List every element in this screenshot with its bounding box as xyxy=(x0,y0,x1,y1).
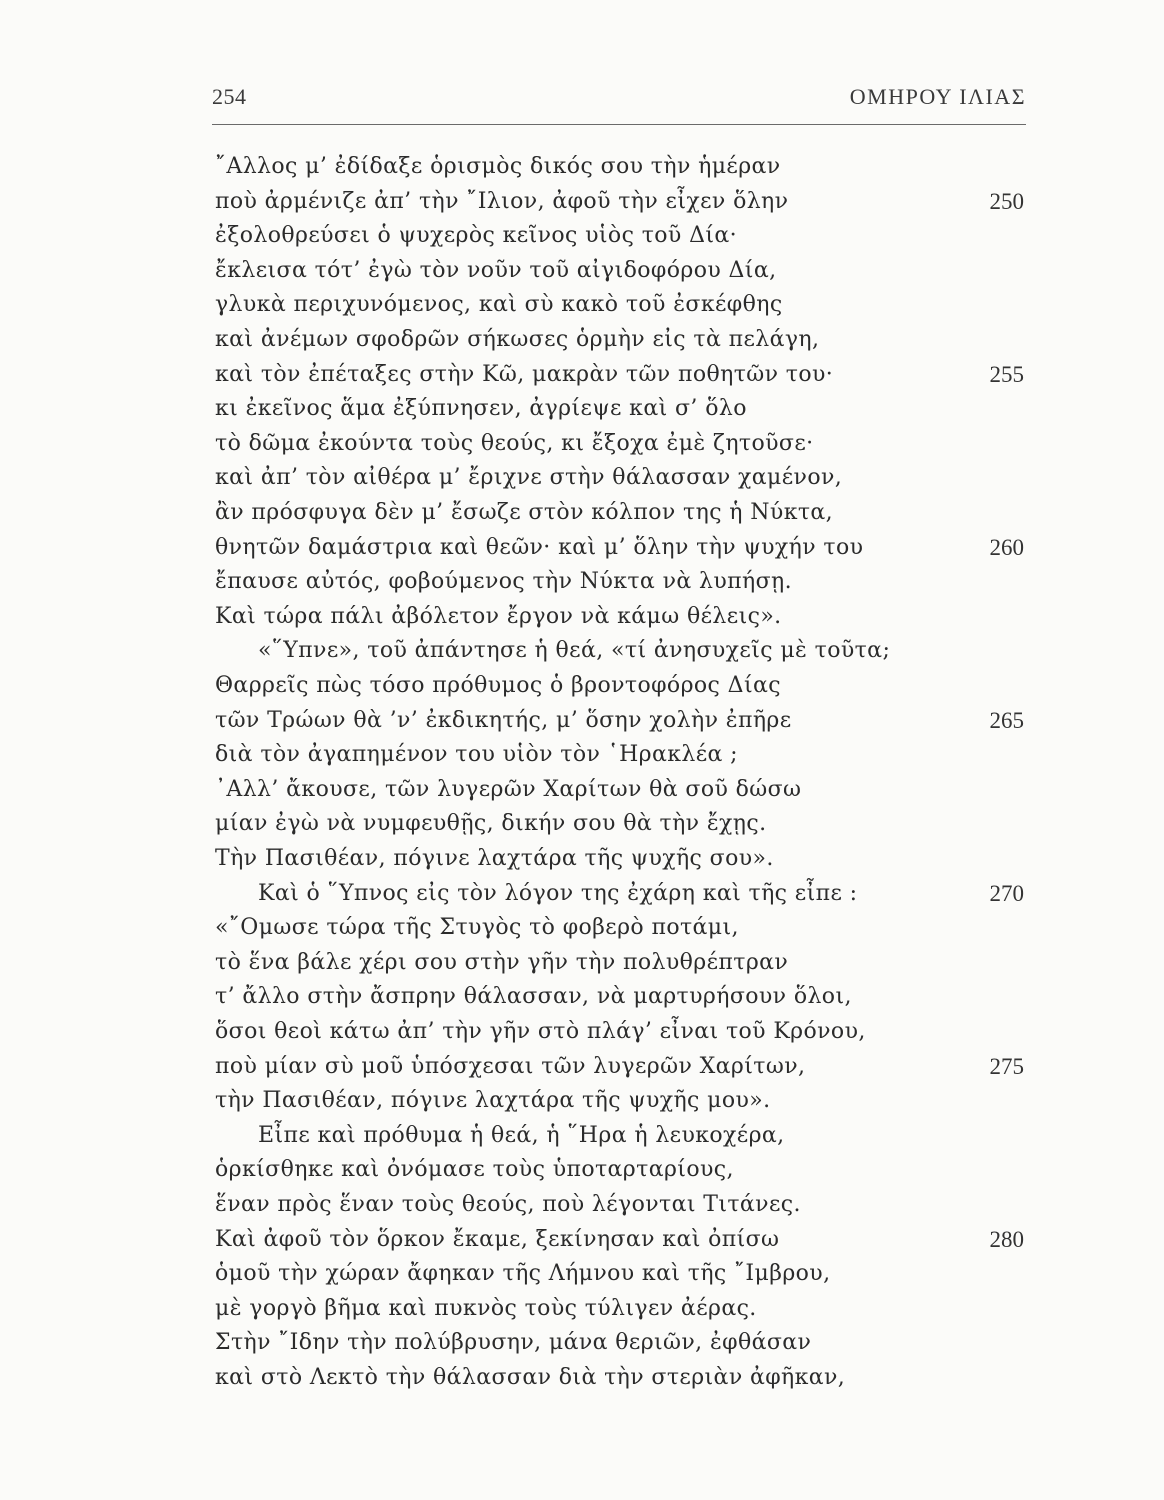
verse-line xyxy=(0,740,1164,774)
verse-line xyxy=(0,463,1164,497)
page-number: 254 xyxy=(212,84,247,109)
verse-number: 265 xyxy=(989,707,1024,733)
verse-number: 275 xyxy=(989,1053,1024,1079)
verse-line xyxy=(0,844,1164,878)
verse-text: Καὶ ἀφοῦ τὸν ὅρκον ἔκαμε, ξεκίνησαν καὶ ὀπίσω xyxy=(215,1226,780,1252)
running-title: ΟΜΗΡΟΥ ΙΛΙΑΣ xyxy=(849,84,1026,109)
verse-line xyxy=(0,636,1164,670)
verse-text: θνητῶν δαμάστρια καὶ θεῶν· καὶ μ’ ὅλην τὴν ψυχήν του xyxy=(215,534,864,560)
verse-line xyxy=(0,567,1164,601)
verse-text: ὁρκίσθηκε καὶ ὀνόμασε τοὺς ὑποταρταρίους, xyxy=(215,1157,734,1183)
verse-text: Στὴν ῎Ιδην τὴν πολύβρυσην, μάνα θεριῶν, ἐφθάσαν xyxy=(215,1330,812,1356)
verse-line xyxy=(0,1155,1164,1189)
verse-number: 250 xyxy=(989,188,1024,214)
verse-text: τὸ ἕνα βάλε χέρι σου στὴν γῆν τὴν πολυθρέπτραν xyxy=(215,949,789,975)
verse-text: καὶ ἀπ’ τὸν αἰθέρα μ’ ἔριχνε στὴν θάλασσαν χαμένον, xyxy=(215,465,843,491)
verse-text: τ’ ἄλλο στὴν ἄσπρην θάλασσαν, νὰ μαρτυρήσουν ὅλοι, xyxy=(215,984,852,1010)
verse-text: «῞Υπνε», τοῦ ἀπάντησε ἡ θεά, «τί ἀνησυχεῖς μὲ τοῦτα; xyxy=(258,638,891,664)
verse-line xyxy=(0,1121,1164,1155)
verse-line xyxy=(0,1086,1164,1120)
verse-text: μίαν ἐγὼ νὰ νυμφευθῇς, δικήν σου θὰ τὴν ἔχῃς. xyxy=(215,811,767,837)
verse-line xyxy=(0,1328,1164,1362)
verse-text: «῎Ομωσε τώρα τῆς Στυγὸς τὸ φοβερὸ ποτάμι, xyxy=(215,915,739,941)
verse-text: κι ἐκεῖνος ἅμα ἐξύπνησεν, ἀγρίεψε καὶ σ’ ὅλο xyxy=(215,396,747,422)
verse-line xyxy=(0,913,1164,947)
verse-line xyxy=(0,533,1164,567)
verse-line xyxy=(0,1294,1164,1328)
verse-text: ἔπαυσε αὐτός, φοβούμενος τὴν Νύκτα νὰ λυπήσῃ. xyxy=(215,569,792,595)
verse-text: Καὶ τώρα πάλι ἀβόλετον ἔργον νὰ κάμω θέλεις». xyxy=(215,603,782,629)
verse-line xyxy=(0,360,1164,394)
verse-text: ἂν πρόσφυγα δὲν μ’ ἔσωζε στὸν κόλπον της ἡ Νύκτα, xyxy=(215,500,834,525)
verse-line xyxy=(0,325,1164,359)
verse-text: ὁμοῦ τὴν χώραν ἄφηκαν τῆς Λήμνου καὶ τῆς ῎Ιμβρου, xyxy=(215,1261,831,1287)
verse-text: τὸ δῶμα ἐκούντα τοὺς θεούς, κι ἔξοχα ἐμὲ ζητοῦσε· xyxy=(215,430,814,456)
verse-line xyxy=(0,706,1164,740)
verse-number: 270 xyxy=(989,880,1024,906)
verse-text: μὲ γοργὸ βῆμα καὶ πυκνὸς τοὺς τύλιγεν ἀέρας. xyxy=(215,1295,757,1321)
verse-text: διὰ τὸν ἀγαπημένον του υἱὸν τὸν ῾Ηρακλέα ; xyxy=(215,742,738,768)
verse-text: ποὺ μίαν σὺ μοῦ ὑπόσχεσαι τῶν λυγερῶν Χαρίτων, xyxy=(215,1053,806,1079)
verse-line xyxy=(0,809,1164,843)
verse-line xyxy=(0,948,1164,982)
verse-text: τῶν Τρώων θὰ ’ν’ ἐκδικητής, μ’ ὅσην χολὴν ἐπῆρε xyxy=(215,707,792,733)
verse-text: Τὴν Πασιθέαν, πόγινε λαχτάρα τῆς ψυχῆς σου». xyxy=(215,846,774,871)
verse-text: καὶ ἀνέμων σφοδρῶν σήκωσες ὁρμὴν εἰς τὰ πελάγη, xyxy=(215,327,820,352)
verse-number: 255 xyxy=(989,361,1024,387)
verse-text: καὶ τὸν ἐπέταξες στὴν Κῶ, μακρὰν τῶν ποθητῶν του· xyxy=(215,361,834,387)
verse-line xyxy=(0,187,1164,221)
verse-line xyxy=(0,429,1164,463)
verse-line xyxy=(0,1052,1164,1086)
verse-line xyxy=(0,602,1164,636)
verse-line xyxy=(0,671,1164,705)
verse-text: Θαρρεῖς πὼς τόσο πρόθυμος ὁ βροντοφόρος Δίας xyxy=(215,673,781,698)
verse-number: 280 xyxy=(989,1226,1024,1252)
verse-line xyxy=(0,221,1164,255)
verse-line xyxy=(0,152,1164,186)
verse-line xyxy=(0,1017,1164,1051)
verse-line xyxy=(0,290,1164,324)
verse-line xyxy=(0,1190,1164,1224)
verse-text: ποὺ ἀρμένιζε ἀπ’ τὴν ῎Ιλιον, ἀφοῦ τὴν εἶχεν ὅλην xyxy=(215,188,789,214)
verse-text: ᾿Αλλ’ ἄκουσε, τῶν λυγερῶν Χαρίτων θὰ σοῦ δώσω xyxy=(215,776,802,802)
verse-line xyxy=(0,1225,1164,1259)
verse-line xyxy=(0,498,1164,532)
verse-number: 260 xyxy=(989,534,1024,560)
verse-text: ἕναν πρὸς ἕναν τοὺς θεούς, ποὺ λέγονται Τιτάνες. xyxy=(215,1192,801,1217)
verse-line xyxy=(0,775,1164,809)
verse-line xyxy=(0,256,1164,290)
verse-text: τὴν Πασιθέαν, πόγινε λαχτάρα τῆς ψυχῆς μου». xyxy=(215,1088,771,1114)
verse-text: ἐξολοθρεύσει ὁ ψυχερὸς κεῖνος υἱὸς τοῦ Δία· xyxy=(215,223,738,249)
verse-text: Εἶπε καὶ πρόθυμα ἡ θεά, ἡ ῞Ηρα ἡ λευκοχέρα, xyxy=(258,1122,785,1148)
verse-text: καὶ στὸ Λεκτὸ τὴν θάλασσαν διὰ τὴν στεριὰν ἀφῆκαν, xyxy=(215,1365,846,1390)
verse-line xyxy=(0,879,1164,913)
verse-text: γλυκὰ περιχυνόμενος, καὶ σὺ κακὸ τοῦ ἐσκέφθης xyxy=(215,292,783,318)
verse-line xyxy=(0,1363,1164,1397)
verse-text: ὅσοι θεοὶ κάτω ἀπ’ τὴν γῆν στὸ πλάγ’ εἶναι τοῦ Κρόνου, xyxy=(215,1019,866,1044)
verse-text: Καὶ ὁ ῞Υπνος εἰς τὸν λόγον της ἐχάρη καὶ τῆς εἶπε : xyxy=(258,880,858,906)
verse-line xyxy=(0,982,1164,1016)
verse-text: ἔκλεισα τότ’ ἐγὼ τὸν νοῦν τοῦ αἰγιδοφόρου Δία, xyxy=(215,257,777,283)
verse-text: ῎Αλλος μ’ ἐδίδαξε ὁρισμὸς δικός σου τὴν ἡμέραν xyxy=(215,154,781,179)
verse-line xyxy=(0,1259,1164,1293)
verse-line xyxy=(0,394,1164,428)
